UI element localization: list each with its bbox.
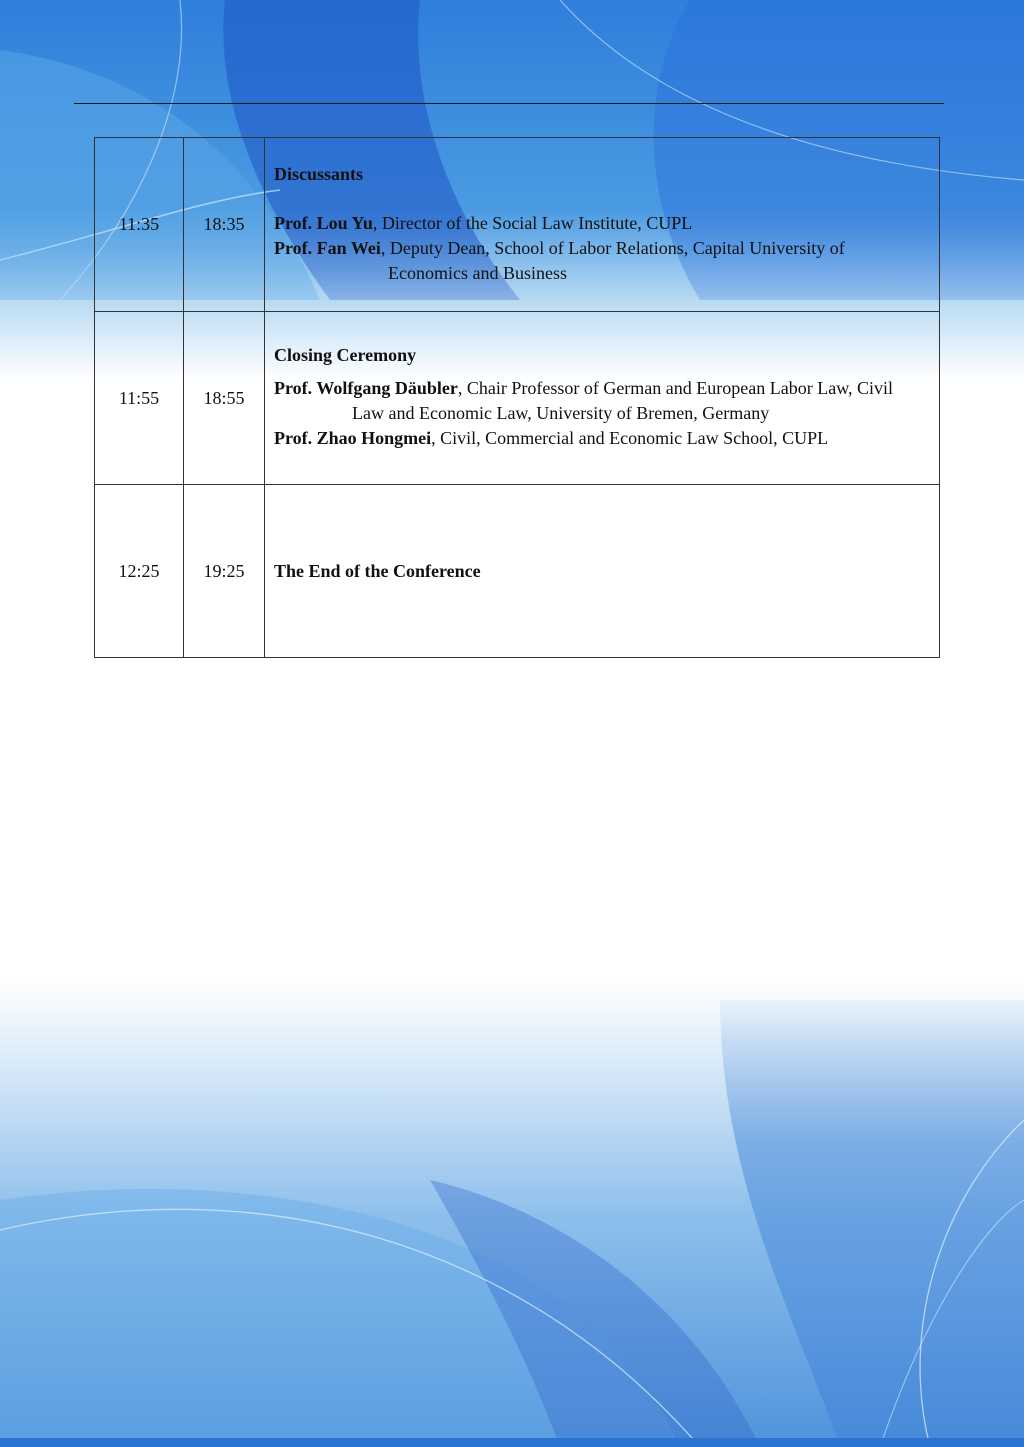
time-local: 11:35 [95,138,184,312]
agenda-table [94,137,940,658]
speaker-description: , Chair Professor of German and European Labor Law, Civil [457,378,894,398]
speaker-name: Prof. Fan Wei [274,237,381,258]
speaker-entry [274,211,931,236]
speaker-name: Prof. Wolfgang Däubler [274,378,458,398]
time-other: 18:35 [184,138,265,312]
session-heading: The End of the Conference [274,560,481,581]
session-heading: Discussants [274,163,364,184]
speaker-description-continued: Law and Economic Law, University of Bremen, Germany [352,403,770,423]
speaker-name: Prof. Lou Yu [274,212,373,233]
speaker-description-continued: Economics and Business [388,262,567,283]
session-cell [265,485,940,658]
speaker-description: , Civil, Commercial and Economic Law School, CUPL [431,428,829,448]
speaker-entry [274,426,931,451]
time-other: 18:55 [184,312,265,485]
speaker-description: , Deputy Dean, School of Labor Relations, Capital University of [380,237,845,258]
speaker-name: Prof. Zhao Hongmei [274,428,432,448]
header-rule [74,103,944,104]
table-row [95,138,940,312]
table-row [95,312,940,485]
table-row [95,485,940,658]
session-cell [265,138,940,312]
session-heading: Closing Ceremony [274,345,417,365]
time-local: 11:55 [95,312,184,485]
time-local: 12:25 [95,485,184,658]
time-other: 19:25 [184,485,265,658]
session-cell [265,312,940,485]
speaker-description: , Director of the Social Law Institute, CUPL [372,212,693,233]
speaker-entry [274,376,931,426]
speaker-entry [274,236,931,286]
